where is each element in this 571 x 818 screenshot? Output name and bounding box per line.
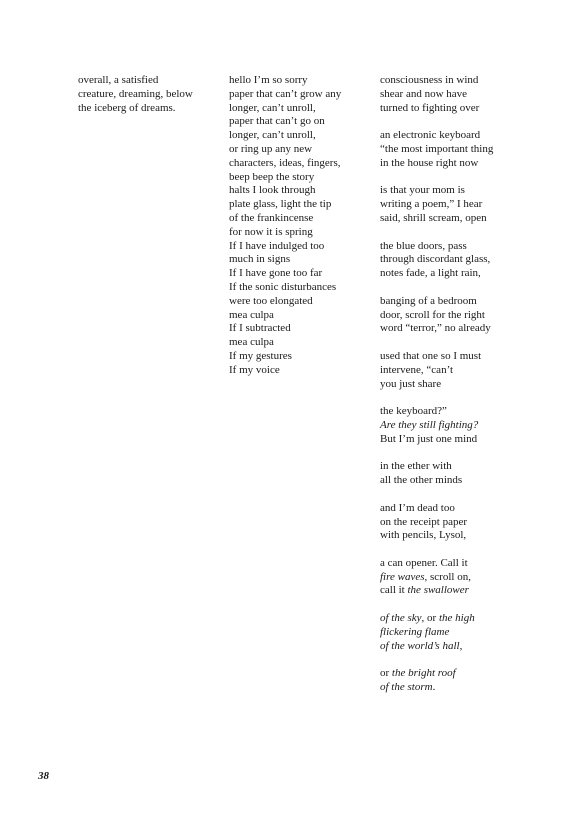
- poem-line: were too elongated: [229, 294, 313, 307]
- poem-line: halts I look through: [229, 184, 316, 197]
- italic-fragment: the bright roof: [391, 667, 456, 680]
- poem-line: If I have indulged too: [229, 239, 325, 252]
- stanza-break: [380, 336, 530, 350]
- page-number: 38: [38, 770, 49, 782]
- poem-line: consciousness in wind: [380, 74, 479, 86]
- poem-line: word “terror,” no already: [380, 322, 491, 335]
- poem-line-italic: Are they still fighting?: [380, 418, 479, 431]
- poem-line: or ring up any new: [229, 142, 313, 155]
- poem-line: longer, can’t unroll,: [229, 101, 316, 114]
- poem-line: intervene, “can’t: [380, 363, 454, 376]
- poem-line: If my voice: [229, 363, 280, 376]
- roman-fragment: , scroll on,: [424, 570, 471, 583]
- poem-line: in the house right now: [380, 156, 479, 169]
- poem-line: and I’m dead too: [380, 501, 455, 514]
- stanza-break: [380, 226, 530, 240]
- poem-line: paper that can’t grow any: [229, 87, 342, 100]
- poem-line-mixed: [380, 584, 530, 598]
- poem-line: you just share: [380, 377, 442, 390]
- roman-fragment: ,: [459, 639, 463, 652]
- poem-line: all the other minds: [380, 474, 463, 487]
- poem-line: the iceberg of dreams.: [78, 101, 176, 114]
- poem-line: hello I’m so sorry: [229, 74, 308, 86]
- poem-line: used that one so I must: [380, 349, 482, 362]
- poem-line: notes fade, a light rain,: [380, 267, 481, 280]
- poem-line: writing a poem,” I hear: [380, 198, 483, 211]
- stanza-break: [380, 488, 530, 502]
- poem-line: characters, ideas, fingers,: [229, 156, 341, 169]
- poem-line-mixed: [380, 667, 530, 681]
- poem-line: But I’m just one mind: [380, 432, 478, 445]
- poem-line: on the receipt paper: [380, 515, 468, 528]
- poem-line: much in signs: [229, 253, 291, 266]
- poem-column-3: [380, 74, 530, 695]
- poem-line: mea culpa: [229, 308, 274, 321]
- italic-fragment: of the storm: [380, 681, 433, 694]
- poem-line: longer, can’t unroll,: [229, 129, 316, 142]
- poem-line: banging of a bedroom: [380, 294, 477, 307]
- poem-line: plate glass, light the tip: [229, 198, 332, 211]
- italic-fragment: the swallower: [407, 584, 469, 597]
- poem-line: said, shrill scream, open: [380, 211, 487, 224]
- poem-line: creature, dreaming, below: [78, 87, 193, 100]
- italic-fragment: of the world’s hall: [380, 639, 460, 652]
- poem-line: paper that can’t go on: [229, 115, 325, 128]
- poem-line: for now it is spring: [229, 225, 313, 238]
- poem-line: If I subtracted: [229, 322, 291, 335]
- roman-fragment: call it: [380, 584, 408, 597]
- poem-line: mea culpa: [229, 336, 274, 349]
- poem-line-mixed: [380, 612, 530, 626]
- poem-line: through discordant glass,: [380, 253, 491, 266]
- poem-line: door, scroll for the right: [380, 308, 485, 321]
- poem-line: is that your mom is: [380, 184, 465, 197]
- poem-line-italic: flickering flame: [380, 625, 450, 638]
- poem-line: turned to fighting over: [380, 101, 480, 114]
- poem-line: with pencils, Lysol,: [380, 529, 467, 542]
- poem-column-1: [78, 74, 213, 115]
- italic-fragment: of the sky: [380, 612, 422, 625]
- poem-line: an electronic keyboard: [380, 129, 481, 142]
- stanza-break: [380, 281, 530, 295]
- stanza-break: [380, 653, 530, 667]
- italic-fragment: the high: [438, 612, 475, 625]
- poem-line: “the most important thing: [380, 142, 494, 155]
- poem-line: overall, a satisfied: [78, 74, 159, 86]
- italic-fragment: fire waves: [380, 570, 425, 583]
- poem-line: a can opener. Call it: [380, 556, 468, 569]
- stanza-break: [380, 171, 530, 185]
- stanza-break: [380, 447, 530, 461]
- stanza-break: [380, 543, 530, 557]
- poem-line: the keyboard?”: [380, 405, 447, 418]
- poem-line: in the ether with: [380, 460, 452, 473]
- roman-fragment: .: [432, 681, 436, 694]
- poem-column-2: [229, 74, 369, 378]
- roman-fragment: , or: [421, 612, 439, 625]
- poem-line: shear and now have: [380, 87, 468, 100]
- poem-line: the blue doors, pass: [380, 239, 467, 252]
- stanza-break: [380, 115, 530, 129]
- poem-line-mixed: [380, 640, 530, 654]
- poem-line: If the sonic disturbances: [229, 280, 337, 293]
- poem-line-mixed: [380, 681, 530, 695]
- poem-line: If my gestures: [229, 349, 292, 362]
- roman-fragment: or: [380, 667, 392, 680]
- poem-line: of the frankincense: [229, 211, 314, 224]
- poem-line: If I have gone too far: [229, 267, 323, 280]
- poem-line-mixed: [380, 571, 530, 585]
- stanza-break: [380, 391, 530, 405]
- poem-line: beep beep the story: [229, 170, 315, 183]
- stanza-break: [380, 598, 530, 612]
